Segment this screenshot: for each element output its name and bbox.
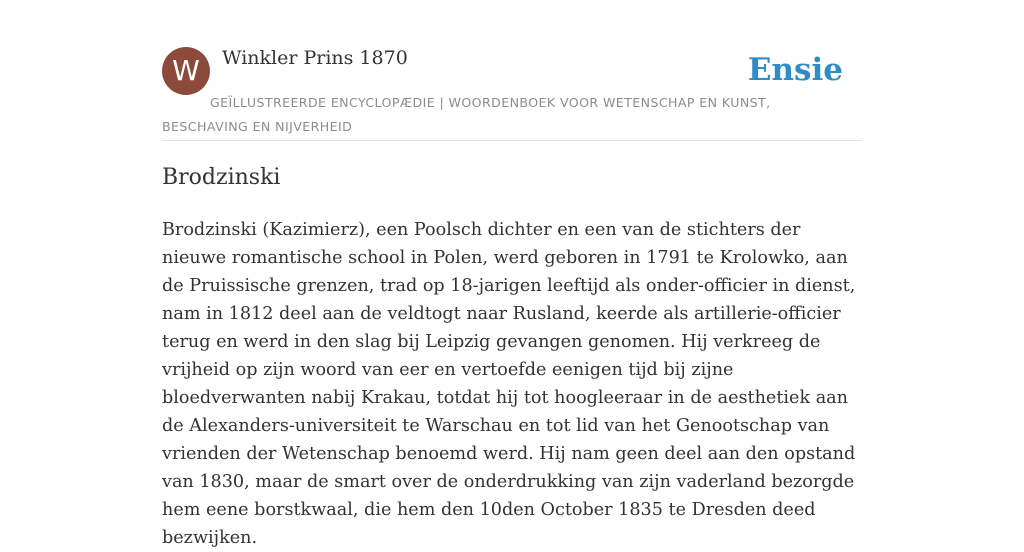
source-title[interactable]: Winkler Prins 1870 [222, 47, 408, 69]
ensie-logo[interactable]: Ensie [747, 52, 843, 88]
article-title: Brodzinski [162, 165, 281, 190]
source-header [162, 46, 862, 141]
source-subtitle: GEÏLLUSTREERDE ENCYCLOPÆDIE | WOORDENBOEK VOOR WETENSCHAP EN KUNST, BESCHAVING EN NIJVERHEID [162, 95, 771, 134]
source-avatar[interactable]: W [162, 47, 210, 95]
article-body: Brodzinski (Kazimierz), een Poolsch dichter en een van de stichters der nieuwe romantische school in Polen, werd geboren in 1791 te Krolowko, aan de Pruissische grenzen, trad op 18-jarigen leeftijd als onder-officier in dienst, nam in 1812 deel aan de veldtogt naar Rusland, keerde als artillerie-officier terug en werd in den slag bij Leipzig gevangen genomen. Hij verkreeg de vrijheid op zijn woord van eer en vertoefde eenigen tijd bij zijne bloedverwanten nabij Krakau, totdat hij tot hoogleeraar in de aesthetiek aan de Alexanders-universiteit te Warschau en tot lid van het Genootschap van vrienden der Wetenschap benoemd werd. Hij nam geen deel aan den opstand van 1830, maar de smart over de onderdrukking van zijn vaderland bezorgde hem eene borstkwaal, die hem den 10den October 1835 te Dresden deed bezwijken. [162, 220, 856, 548]
